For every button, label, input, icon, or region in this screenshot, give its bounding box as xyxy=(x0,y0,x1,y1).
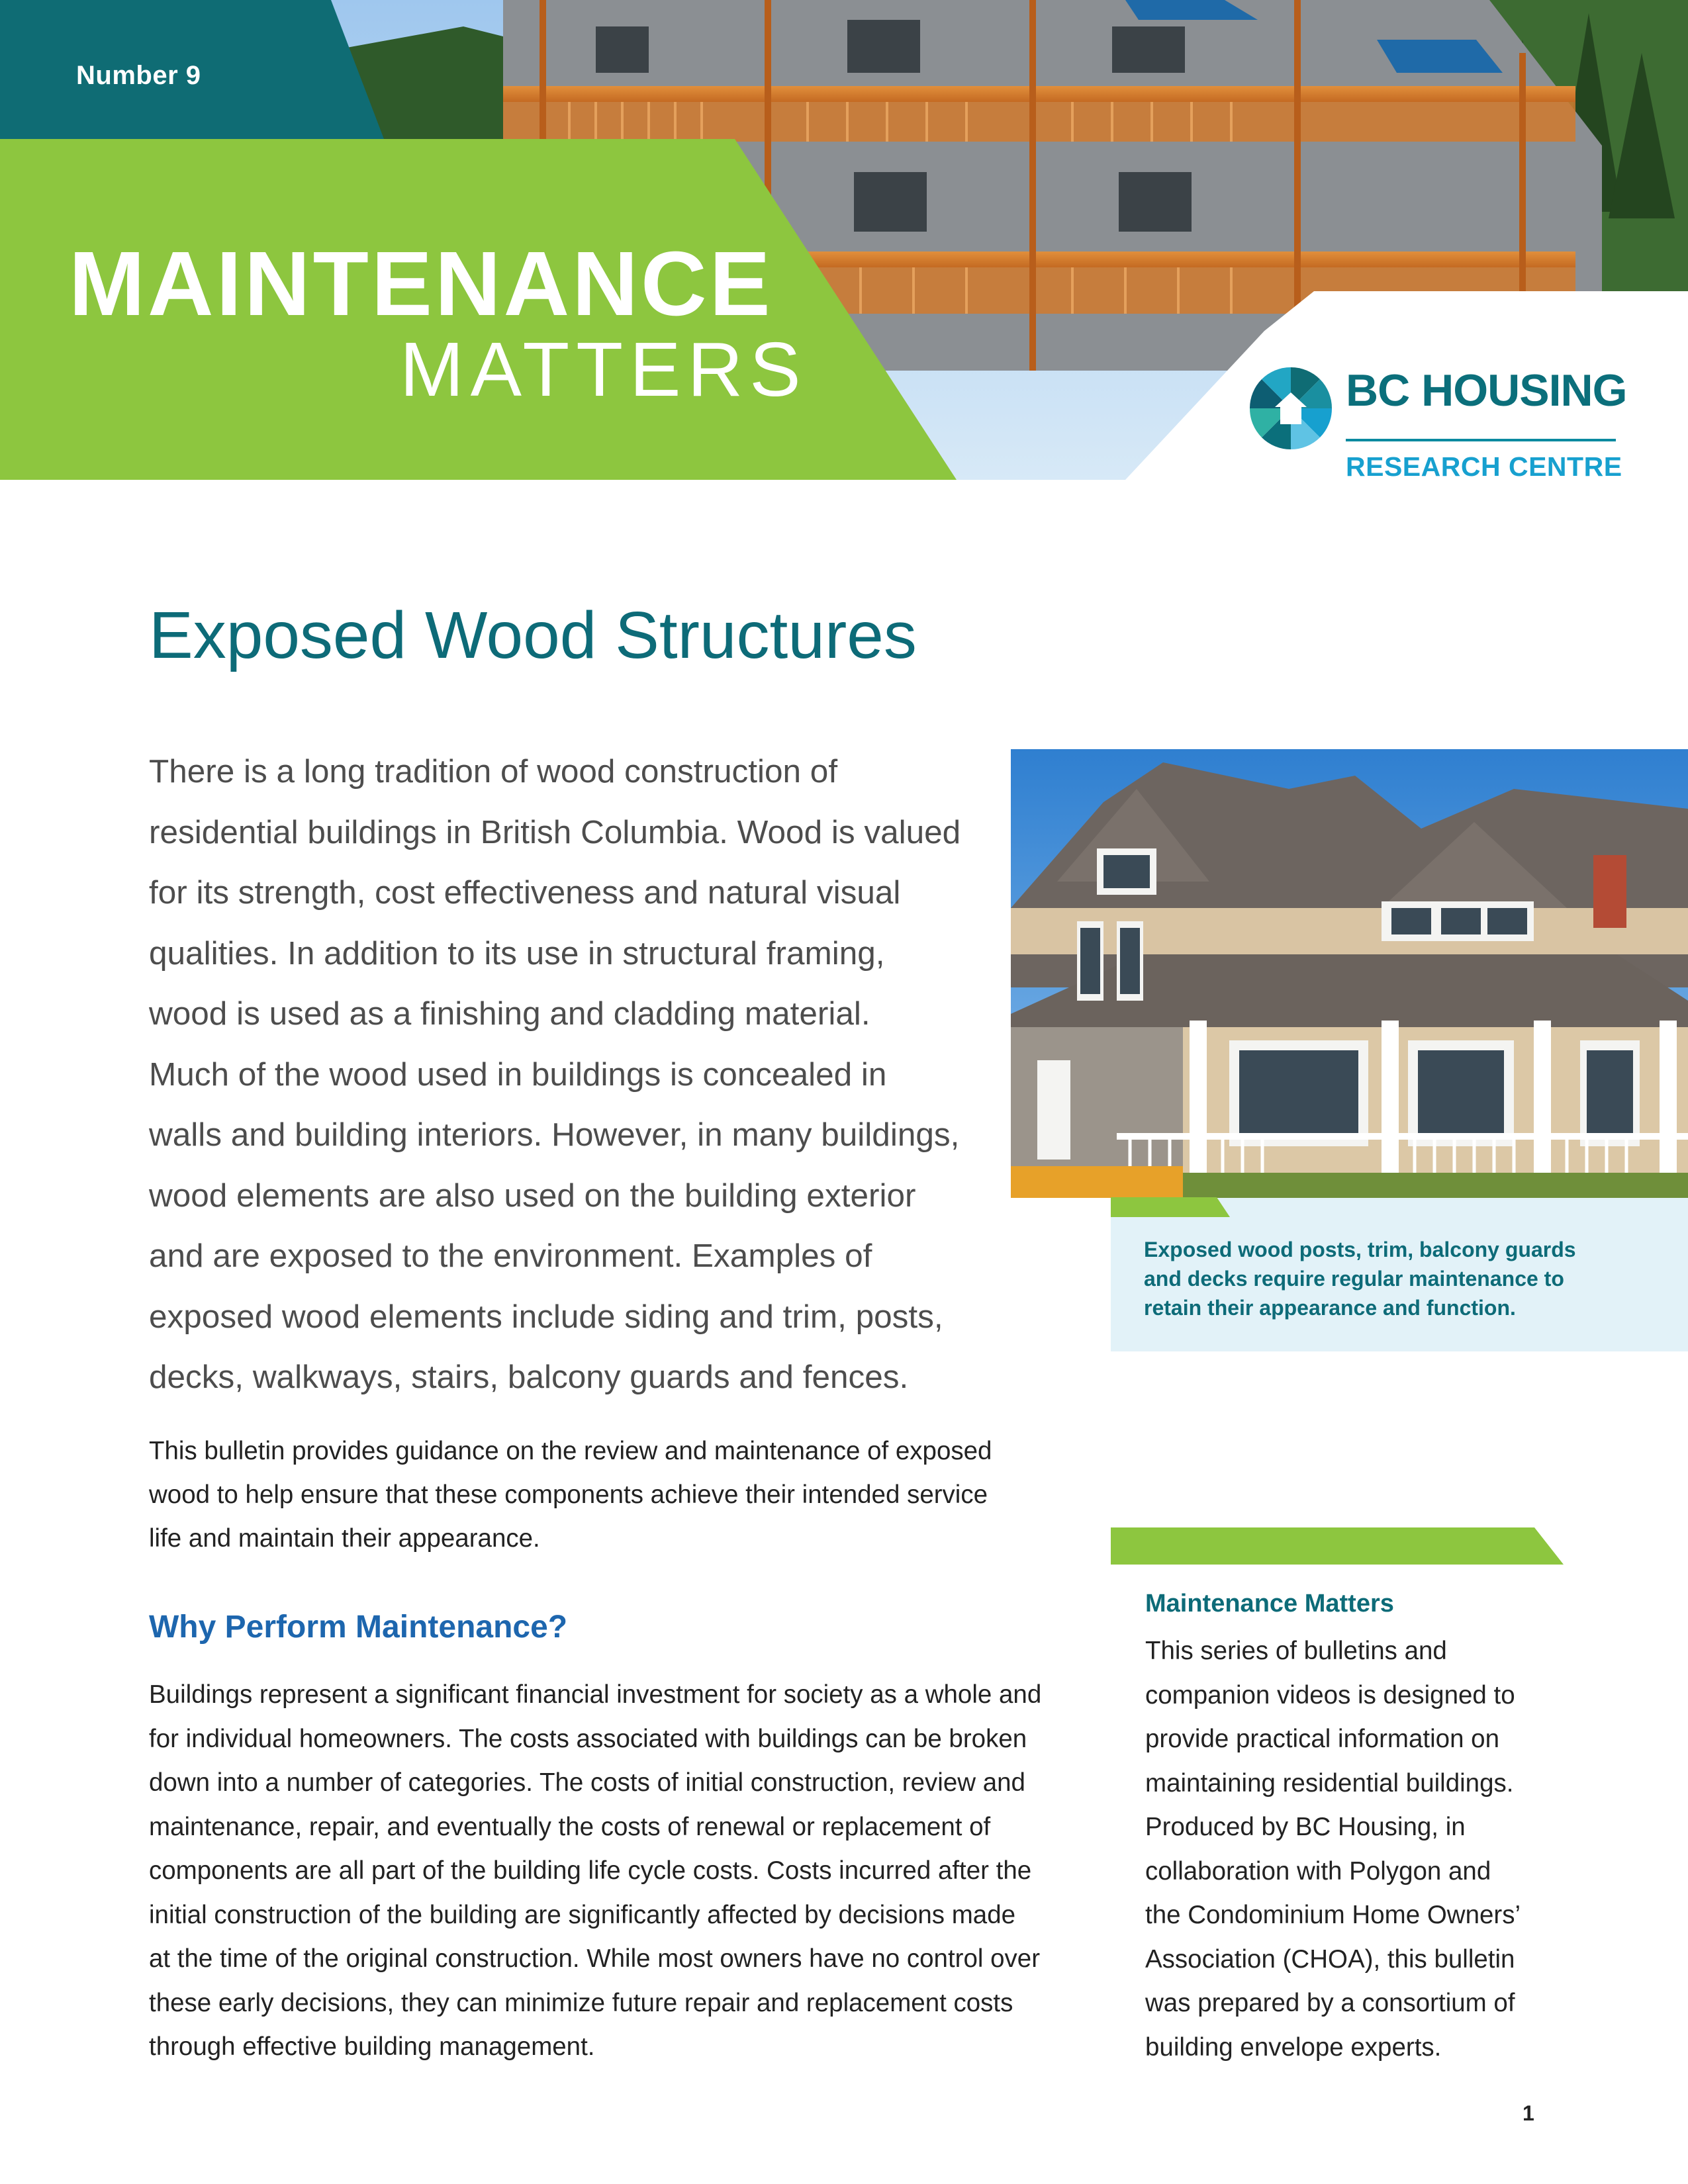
intro-line: wood is used as a finishing and cladding material. xyxy=(149,995,870,1032)
intro-line: Much of the wood used in buildings is concealed in xyxy=(149,1056,887,1093)
summary-paragraph xyxy=(149,1430,1102,1561)
page-title: Exposed Wood Structures xyxy=(149,598,917,672)
sidebar-heading: Maintenance Matters xyxy=(1145,1590,1394,1617)
section-line: initial construction of the building are significantly affected by decisions made xyxy=(149,1900,1016,1929)
photo-caption xyxy=(1144,1235,1673,1322)
intro-line: walls and building interiors. However, in many buildings, xyxy=(149,1116,960,1153)
logo-name: BC HOUSING xyxy=(1346,365,1627,416)
intro-line: and are exposed to the environment. Examples of xyxy=(149,1238,872,1274)
header-banner xyxy=(0,0,1688,480)
intro-line: wood elements are also used on the building exterior xyxy=(149,1177,916,1214)
caption-line: and decks require regular maintenance to xyxy=(1144,1267,1564,1291)
summary-line: This bulletin provides guidance on the review and maintenance of exposed xyxy=(149,1437,992,1465)
issue-number: Number 9 xyxy=(76,61,201,90)
page-number: 1 xyxy=(1523,2101,1534,2125)
sidebar-accent-bar xyxy=(1111,1527,1564,1565)
section-line: components are all part of the building life cycle costs. Costs incurred after the xyxy=(149,1856,1032,1885)
intro-line: qualities. In addition to its use in structural framing, xyxy=(149,934,885,972)
sidebar-line: Produced by BC Housing, in xyxy=(1145,1813,1466,1841)
intro-paragraph xyxy=(149,741,996,1408)
sidebar-line: This series of bulletins and xyxy=(1145,1637,1447,1665)
caption-line: retain their appearance and function. xyxy=(1144,1296,1516,1320)
intro-line: for its strength, cost effectiveness and natural visual xyxy=(149,874,901,911)
section-line: through effective building management. xyxy=(149,2032,595,2061)
house-photo xyxy=(1011,749,1688,1198)
logo-mark-icon xyxy=(1248,365,1334,451)
sidebar-line: companion videos is designed to xyxy=(1145,1680,1515,1709)
series-title-main: MAINTENANCE xyxy=(69,233,773,335)
sidebar-line: collaboration with Polygon and xyxy=(1145,1856,1491,1886)
logo-subtitle: RESEARCH CENTRE xyxy=(1346,451,1622,482)
sidebar-line: the Condominium Home Owners’ xyxy=(1145,1901,1521,1929)
intro-line: There is a long tradition of wood construction of xyxy=(149,753,838,790)
section-line: down into a number of categories. The costs of initial construction, review and xyxy=(149,1768,1025,1797)
section-paragraph xyxy=(149,1673,1109,2070)
summary-line: life and maintain their appearance. xyxy=(149,1524,540,1553)
house-illustration xyxy=(1011,749,1688,1198)
sidebar-paragraph xyxy=(1145,1629,1662,2070)
intro-line: exposed wood elements include siding and trim, posts, xyxy=(149,1298,943,1335)
caption-line: Exposed wood posts, trim, balcony guards xyxy=(1144,1238,1576,1261)
series-title-sub: MATTERS xyxy=(400,326,808,412)
section-line: at the time of the original construction. While most owners have no control over xyxy=(149,1944,1041,1973)
sidebar-line: maintaining residential buildings. xyxy=(1145,1768,1514,1797)
summary-line: wood to help ensure that these components achieve their intended service xyxy=(149,1480,988,1509)
section-line: Buildings represent a significant financial investment for society as a whole and xyxy=(149,1680,1042,1709)
section-heading: Why Perform Maintenance? xyxy=(149,1610,568,1645)
caption-accent xyxy=(1111,1197,1230,1222)
intro-line: residential buildings in British Columbia. Wood is valued xyxy=(149,813,961,850)
logo-divider xyxy=(1346,439,1616,441)
section-line: for individual homeowners. The costs associated with buildings can be broken xyxy=(149,1724,1027,1753)
bc-housing-logo xyxy=(1248,364,1627,483)
sidebar-line: was prepared by a consortium of xyxy=(1145,1989,1515,2017)
sidebar-line: building envelope experts. xyxy=(1145,2032,1442,2062)
sidebar-line: provide practical information on xyxy=(1145,1725,1499,1753)
section-line: these early decisions, they can minimize future repair and replacement costs xyxy=(149,1988,1013,2017)
intro-line: decks, walkways, stairs, balcony guards and fences. xyxy=(149,1359,909,1395)
section-line: maintenance, repair, and eventually the costs of renewal or replacement of xyxy=(149,1812,991,1841)
photo-caption-box xyxy=(1111,1198,1688,1351)
sidebar-line: Association (CHOA), this bulletin xyxy=(1145,1944,1515,1974)
